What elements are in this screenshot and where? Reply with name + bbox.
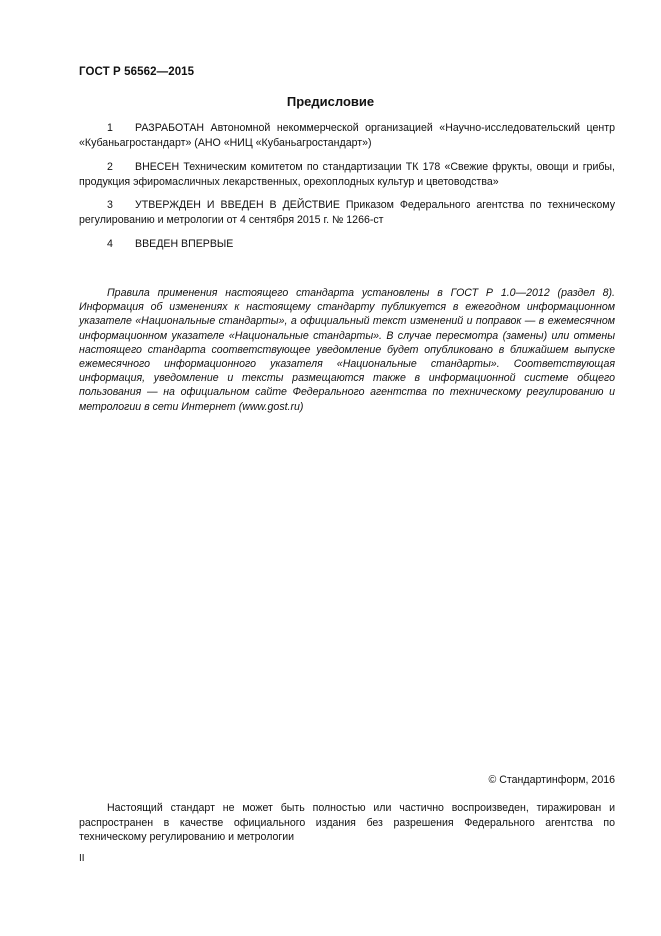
page-number: II — [79, 853, 85, 864]
item-number: 4 — [107, 238, 113, 250]
reproduction-notice: Настоящий стандарт не может быть полностью или частично воспроизведен, тиражирован и распространен в качестве официального издания без разрешения Федерального агентства по техническому регулированию и метрологии — [79, 802, 615, 843]
foreword-item-4 — [79, 237, 615, 252]
item-number: 3 — [107, 199, 113, 211]
application-rules-note: Правила применения настоящего стандарта установлены в ГОСТ Р 1.0—2012 (раздел 8). Информация об изменениях к настоящему стандарту публикуется в ежегодном информационном указателе «Национальные стандарты», а официальный текст изменений и поправок — в ежемесячном информационном указателе «Национальные стандарты». В случае пересмотра (замены) или отмены настоящего стандарта соответствующее уведомление будет опубликовано в ближайшем выпуске ежемесячного информационного указателя «Национальные стандарты». Соответствующая информация, уведомление и тексты размещаются также в информационной системе общего пользования — на официальном сайте Федерального агентства по техническому регулированию и метрологии в сети Интернет (www.gost.ru) — [79, 287, 615, 413]
item-text: ВВЕДЕН ВПЕРВЫЕ — [135, 238, 234, 250]
page-title: Предисловие — [286, 94, 375, 109]
item-text: ВНЕСЕН Техническим комитетом по стандартизации ТК 178 «Свежие фрукты, овощи и грибы, продукция эфиромасличных лекарственных, орехоплодных культур и цветоводства» — [79, 161, 615, 188]
foreword-item-1 — [79, 121, 615, 151]
item-text: РАЗРАБОТАН Автономной некоммерческой организацией «Научно-исследовательский центр «Кубаньагростандарт» (АНО «НИЦ «Кубаньагростандарт») — [79, 122, 615, 149]
foreword-item-2 — [79, 160, 615, 190]
item-text: УТВЕРЖДЕН И ВВЕДЕН В ДЕЙСТВИЕ Приказом Федерального агентства по техническому регулированию и метрологии от 4 сентября 2015 г. № 1266-ст — [79, 199, 615, 226]
standard-id-header: ГОСТ Р 56562—2015 — [79, 66, 195, 78]
copyright-notice: © Стандартинформ, 2016 — [488, 774, 615, 786]
item-number: 2 — [107, 161, 113, 173]
item-number: 1 — [107, 122, 113, 134]
foreword-item-3 — [79, 198, 615, 228]
